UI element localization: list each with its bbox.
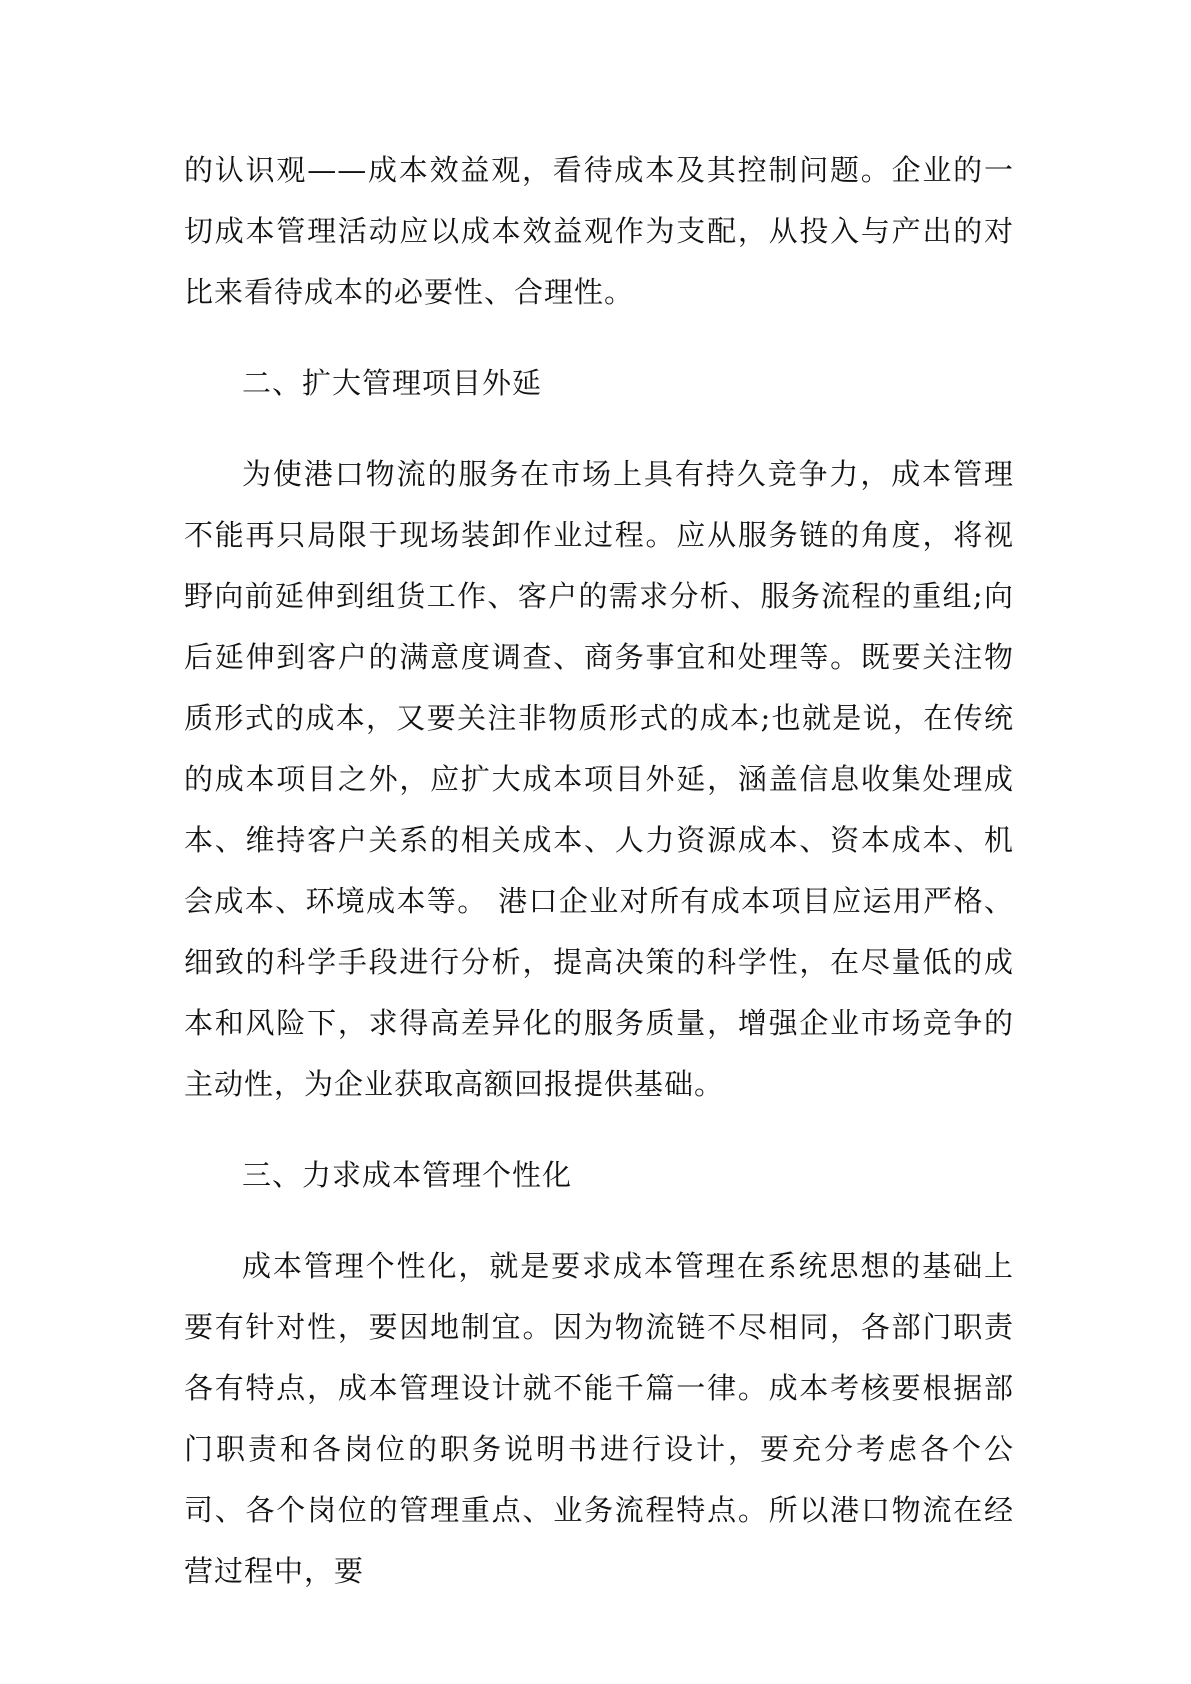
document-body [184,140,1014,1602]
paragraph-continuation: 的认识观——成本效益观，看待成本及其控制问题。企业的一切成本管理活动应以成本效益观作为支配，从投入与产出的对比来看待成本的必要性、合理性。 [184,153,1014,309]
paragraph-personalized-cost-management: 成本管理个性化，就是要求成本管理在系统思想的基础上要有针对性，要因地制宜。因为物流链不尽相同，各部门职责各有特点，成本管理设计就不能千篇一律。成本考核要根据部门职责和各岗位的职务说明书进行设计，要充分考虑各个公司、各个岗位的管理重点、业务流程特点。所以港口物流在经营过程中，要 [184,1249,1014,1588]
section-heading-3: 三、力求成本管理个性化 [242,1158,573,1192]
section-heading-2: 二、扩大管理项目外延 [242,366,543,400]
paragraph-expand-cost-items: 为使港口物流的服务在市场上具有持久竞争力，成本管理不能再只局限于现场装卸作业过程。应从服务链的角度，将视野向前延伸到组货工作、客户的需求分析、服务流程的重组;向后延伸到客户的满意度调查、商务事宜和处理等。既要关注物质形式的成本，又要关注非物质形式的成本;也就是说，在传统的成本项目之外，应扩大成本项目外延，涵盖信息收集处理成本、维持客户关系的相关成本、人力资源成本、资本成本、机会成本、环境成本等。 港口企业对所有成本项目应运用严格、细致的科学手段进行分析，提高决策的科学性，在尽量低的成本和风险下，求得高差异化的服务质量，增强企业市场竞争的主动性，为企业获取高额回报提供基础。 [184,457,1014,1101]
